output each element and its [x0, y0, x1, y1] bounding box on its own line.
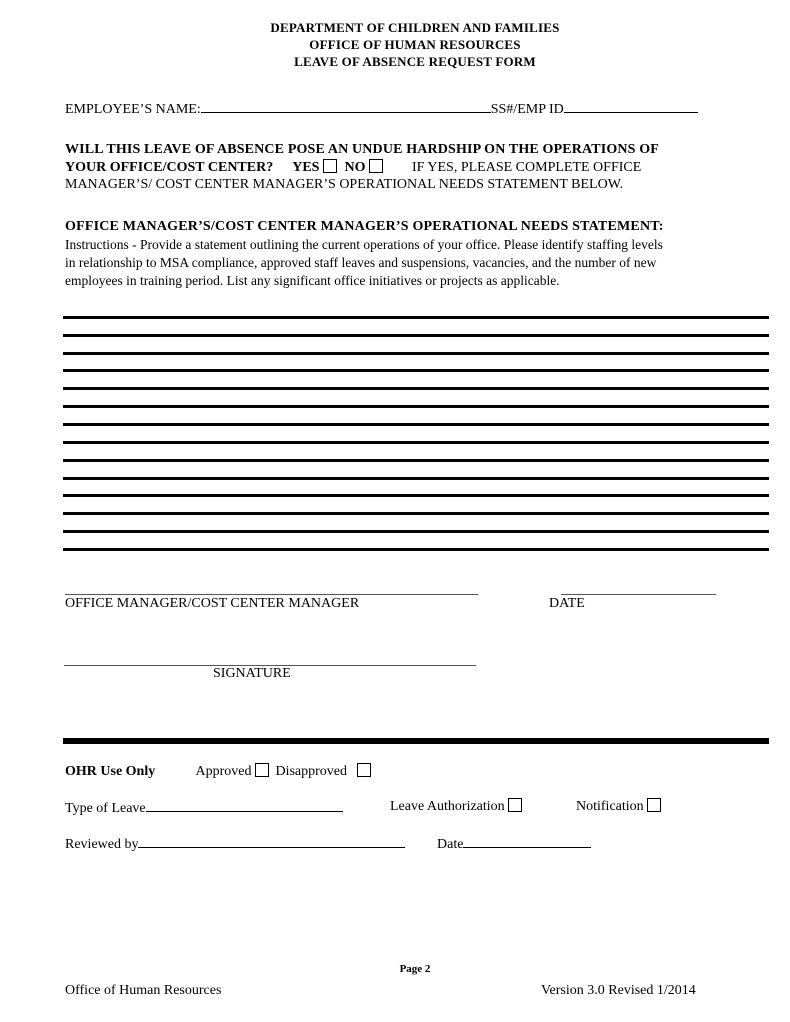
form-title: LEAVE OF ABSENCE REQUEST FORM	[294, 54, 536, 69]
statement-line[interactable]	[63, 441, 769, 444]
ohr-date-row	[437, 834, 591, 853]
emp-id-label: SS#/EMP ID	[490, 102, 564, 117]
disapproved-label: Disapproved	[275, 764, 348, 779]
manager-date-label: DATE	[549, 596, 585, 611]
employee-name-field[interactable]	[201, 99, 491, 113]
notification-checkbox[interactable]	[647, 798, 661, 812]
statement-instructions-line3: employees in training period. List any significant office initiatives or projects as applicable.	[65, 273, 560, 288]
leave-authorization-group	[390, 798, 522, 815]
emp-id-field[interactable]	[564, 99, 698, 113]
no-checkbox[interactable]	[369, 159, 383, 173]
ohr-date-field[interactable]	[463, 834, 591, 848]
statement-line[interactable]	[63, 387, 769, 390]
employee-name-label: EMPLOYEE’S NAME:	[65, 102, 201, 117]
type-of-leave-label: Type of Leave	[65, 801, 146, 816]
statement-line[interactable]	[63, 477, 769, 480]
statement-line[interactable]	[63, 548, 769, 551]
statement-instructions-line2: in relationship to MSA compliance, approved staff leaves and suspensions, vacancies, and the number of new	[65, 255, 657, 270]
statement-line[interactable]	[63, 405, 769, 408]
hardship-note-line3: MANAGER’S/ COST CENTER MANAGER’S OPERATIONAL NEEDS STATEMENT BELOW.	[65, 177, 624, 192]
leave-authorization-checkbox[interactable]	[508, 798, 522, 812]
statement-line[interactable]	[63, 423, 769, 426]
statement-line[interactable]	[63, 459, 769, 462]
reviewed-by-label: Reviewed by	[65, 837, 139, 852]
type-of-leave-field[interactable]	[146, 798, 343, 812]
office-title: OFFICE OF HUMAN RESOURCES	[309, 37, 521, 52]
reviewed-by-row	[65, 834, 405, 853]
manager-label: OFFICE MANAGER/COST CENTER MANAGER	[65, 596, 360, 611]
yes-label: YES	[292, 160, 320, 175]
no-label: NO	[344, 160, 366, 175]
statement-line[interactable]	[63, 512, 769, 515]
employee-row	[65, 99, 698, 118]
manager-date-line[interactable]	[561, 594, 716, 595]
ohr-date-label: Date	[437, 837, 464, 852]
type-of-leave-row	[65, 798, 343, 817]
statement-title: OFFICE MANAGER’S/COST CENTER MANAGER’S OPERATIONAL NEEDS STATEMENT:	[65, 219, 664, 234]
footer-version: Version 3.0 Revised 1/2014	[541, 983, 696, 998]
department-title: DEPARTMENT OF CHILDREN AND FAMILIES	[270, 20, 560, 35]
footer-office: Office of Human Resources	[65, 983, 222, 998]
disapproved-checkbox[interactable]	[357, 763, 371, 777]
statement-line[interactable]	[63, 530, 769, 533]
ohr-status-row	[65, 763, 371, 780]
hardship-note: IF YES, PLEASE COMPLETE OFFICE	[411, 160, 642, 175]
ohr-divider	[63, 738, 769, 744]
page-number: Page 2	[399, 963, 431, 975]
leave-authorization-label: Leave Authorization	[390, 799, 505, 814]
yes-checkbox[interactable]	[323, 159, 337, 173]
statement-line[interactable]	[63, 494, 769, 497]
ohr-title: OHR Use Only	[65, 764, 156, 779]
hardship-question-line2: YOUR OFFICE/COST CENTER?	[65, 160, 274, 175]
hardship-question-line1: WILL THIS LEAVE OF ABSENCE POSE AN UNDUE HARDSHIP ON THE OPERATIONS OF	[65, 142, 659, 157]
hardship-answer-row	[65, 159, 641, 176]
approved-checkbox[interactable]	[255, 763, 269, 777]
statement-line[interactable]	[63, 334, 769, 337]
statement-line[interactable]	[63, 352, 769, 355]
notification-group	[576, 798, 661, 815]
statement-line[interactable]	[63, 369, 769, 372]
approved-label: Approved	[195, 764, 252, 779]
statement-instructions-line1: Instructions - Provide a statement outlining the current operations of your office. Please identify staffing levels	[65, 237, 663, 252]
signature-label: SIGNATURE	[213, 666, 291, 681]
statement-line[interactable]	[63, 316, 769, 319]
notification-label: Notification	[576, 799, 644, 814]
manager-name-line[interactable]	[65, 594, 478, 595]
reviewed-by-field[interactable]	[138, 834, 405, 848]
